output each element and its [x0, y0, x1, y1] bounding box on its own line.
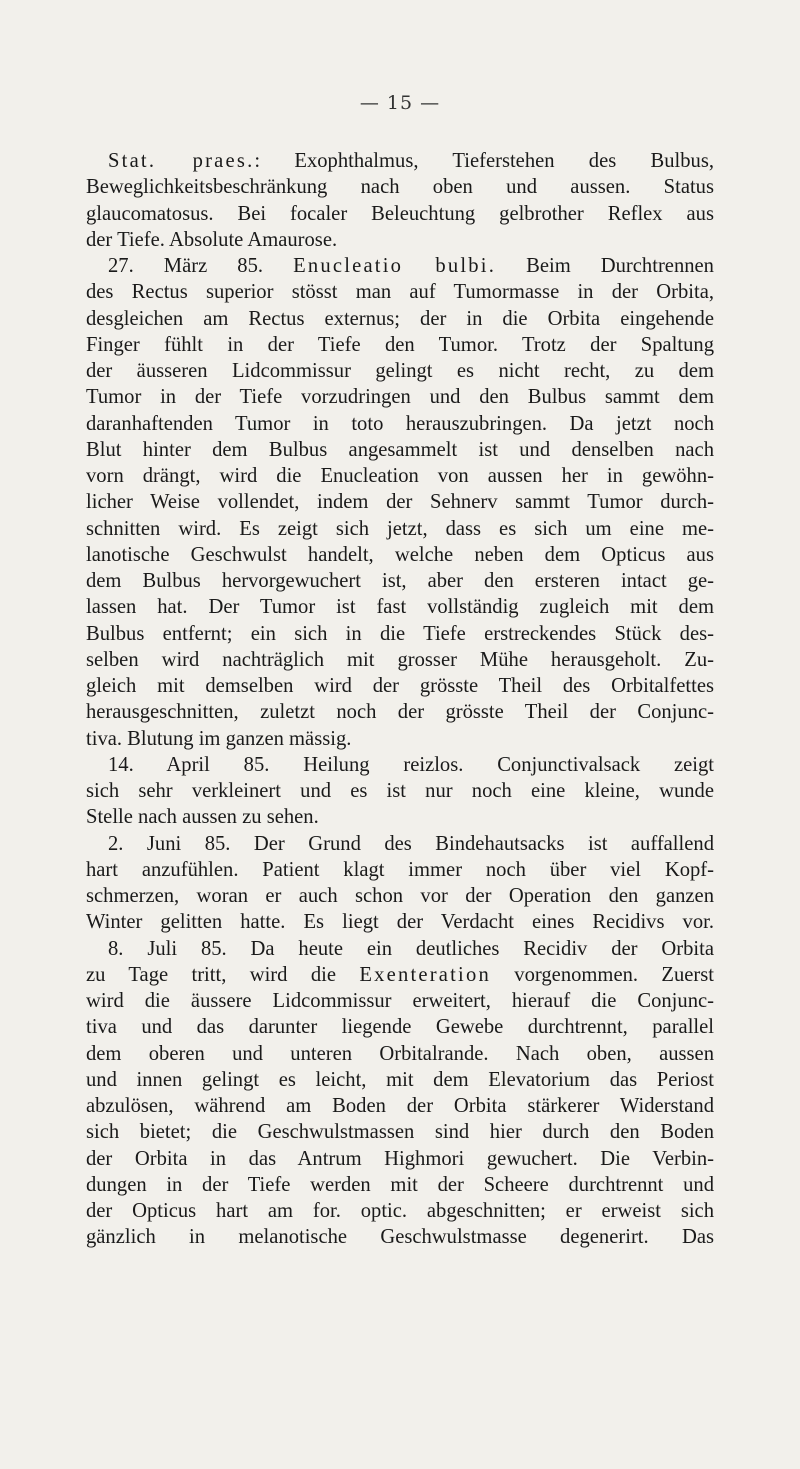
- text-segment: gleich mit demselben wird der grösste Theil des Orbitalfettes: [86, 675, 714, 697]
- text-segment: dem Bulbus hervorgewuchert ist, aber den ersteren intact ge-: [86, 570, 714, 592]
- text-line: [86, 411, 714, 437]
- text-line: [86, 857, 714, 883]
- text-line: [86, 831, 714, 857]
- text-segment: tiva und das darunter liegende Gewebe durchtrennt, parallel: [86, 1016, 714, 1039]
- text-segment: der Tiefe. Absolute Amaurose.: [86, 228, 338, 251]
- text-line: [86, 1014, 714, 1040]
- text-segment: lanotische Geschwulst handelt, welche neben dem Opticus aus: [86, 543, 714, 566]
- text-line: [86, 253, 714, 279]
- text-line: [86, 516, 714, 542]
- text-segment: 27. März 85.: [108, 255, 294, 277]
- text-segment: vorn drängt, wird die Enucleation von aussen her in gewöhn-: [86, 465, 714, 487]
- page-number: — 15 —: [359, 92, 441, 114]
- text-segment: 14. April 85. Heilung reizlos. Conjunctivalsack zeigt: [108, 753, 714, 776]
- text-line: [86, 1172, 714, 1198]
- text-line: [86, 673, 714, 699]
- text-segment: licher Weise vollendet, indem der Sehnerv sammt Tumor durch-: [86, 491, 714, 514]
- body-text: [86, 148, 714, 1251]
- text-line: [86, 594, 714, 620]
- text-line: [86, 621, 714, 647]
- text-segment: Stelle nach aussen zu sehen.: [86, 806, 319, 829]
- text-segment: desgleichen am Rectus externus; der in die Orbita eingehende: [86, 307, 714, 330]
- text-segment: dungen in der Tiefe werden mit der Scheere durchtrennt und: [86, 1173, 714, 1196]
- text-segment: gänzlich in melanotische Geschwulstmasse degenerirt. Das: [86, 1226, 714, 1249]
- text-segment: schnitten wird. Es zeigt sich jetzt, dass es sich um eine me-: [86, 517, 714, 540]
- text-segment: : Exophthalmus, Tieferstehen des Bulbus,: [254, 150, 714, 172]
- text-line: [86, 358, 714, 384]
- text-line: [86, 883, 714, 909]
- text-segment: sich bietet; die Geschwulstmassen sind hier durch den Boden: [86, 1121, 714, 1144]
- text-segment: Blut hinter dem Bulbus angesammelt ist und denselben nach: [86, 438, 714, 461]
- text-line: [86, 1067, 714, 1093]
- text-segment: der Opticus hart am for. optic. abgeschnitten; er erweist sich: [86, 1200, 714, 1222]
- spaced-text-segment: Stat. praes.: [108, 150, 255, 172]
- text-segment: Beim Durchtrennen: [496, 255, 714, 277]
- text-line: [86, 279, 714, 305]
- text-line: [86, 804, 714, 830]
- text-line: [86, 384, 714, 410]
- text-segment: Finger fühlt in der Tiefe den Tumor. Trotz der Spaltung: [86, 333, 714, 356]
- text-segment: wird die äussere Lidcommissur erweitert, hierauf die Conjunc-: [86, 990, 714, 1012]
- text-segment: 2. Juni 85. Der Grund des Bindehautsacks ist auffallend: [108, 832, 714, 855]
- text-line: [86, 699, 714, 725]
- text-line: [86, 306, 714, 332]
- text-line: [86, 988, 714, 1014]
- text-segment: herausgeschnitten, zuletzt noch der grösste Theil der Conjunc-: [86, 701, 714, 724]
- text-line: [86, 752, 714, 778]
- text-segment: hart anzufühlen. Patient klagt immer noch über viel Kopf-: [86, 858, 714, 881]
- text-line: [86, 962, 714, 988]
- text-line: [86, 332, 714, 358]
- text-segment: Winter gelitten hatte. Es liegt der Verdacht eines Recidivs vor.: [86, 911, 714, 934]
- text-line: [86, 778, 714, 804]
- text-line: [86, 174, 714, 200]
- text-segment: daranhaftenden Tumor in toto herauszubringen. Da jetzt noch: [86, 412, 714, 435]
- text-line: [86, 437, 714, 463]
- text-line: [86, 201, 714, 227]
- text-segment: glaucomatosus. Bei focaler Beleuchtung gelbrother Reflex aus: [86, 202, 714, 225]
- text-line: [86, 542, 714, 568]
- text-segment: der äusseren Lidcommissur gelingt es nicht recht, zu dem: [86, 360, 714, 382]
- text-segment: 8. Juli 85. Da heute ein deutliches Recidiv der Orbita: [108, 937, 714, 960]
- text-line: [86, 1224, 714, 1250]
- text-segment: dem oberen und unteren Orbitalrande. Nach oben, aussen: [86, 1042, 714, 1065]
- text-line: [86, 568, 714, 594]
- text-segment: des Rectus superior stösst man auf Tumormasse in der Orbita,: [86, 281, 714, 304]
- text-segment: Tumor in der Tiefe vorzudringen und den Bulbus sammt dem: [86, 386, 714, 409]
- text-line: [86, 1119, 714, 1145]
- text-segment: Bulbus entfernt; ein sich in die Tiefe erstreckendes Stück des-: [86, 622, 714, 645]
- text-line: [86, 1146, 714, 1172]
- text-segment: lassen hat. Der Tumor ist fast vollständig zugleich mit dem: [86, 596, 714, 619]
- text-segment: Beweglichkeitsbeschränkung nach oben und aussen. Status: [86, 176, 714, 199]
- text-segment: schmerzen, woran er auch schon vor der Operation den ganzen: [86, 885, 714, 907]
- text-segment: tiva. Blutung im ganzen mässig.: [86, 727, 352, 750]
- text-segment: selben wird nachträglich mit grosser Mühe herausgeholt. Zu-: [86, 648, 714, 671]
- text-line: [86, 148, 714, 174]
- text-segment: abzulösen, während am Boden der Orbita stärkerer Widerstand: [86, 1095, 714, 1117]
- text-line: [86, 647, 714, 673]
- text-line: [86, 909, 714, 935]
- text-line: [86, 726, 714, 752]
- text-line: [86, 936, 714, 962]
- text-line: [86, 1198, 714, 1224]
- text-line: [86, 463, 714, 489]
- text-line: [86, 1093, 714, 1119]
- spaced-text-segment: Exenteration: [359, 963, 491, 986]
- text-segment: und innen gelingt es leicht, mit dem Elevatorium das Periost: [86, 1068, 714, 1091]
- text-line: [86, 1041, 714, 1067]
- text-line: [86, 489, 714, 515]
- text-segment: sich sehr verkleinert und es ist nur noch eine kleine, wunde: [86, 780, 714, 802]
- text-segment: zu Tage tritt, wird die: [86, 963, 360, 986]
- text-segment: der Orbita in das Antrum Highmori gewuchert. Die Verbin-: [86, 1147, 714, 1170]
- text-segment: vorgenommen. Zuerst: [490, 963, 714, 986]
- text-line: [86, 227, 714, 253]
- spaced-text-segment: Enucleatio bulbi.: [293, 255, 497, 277]
